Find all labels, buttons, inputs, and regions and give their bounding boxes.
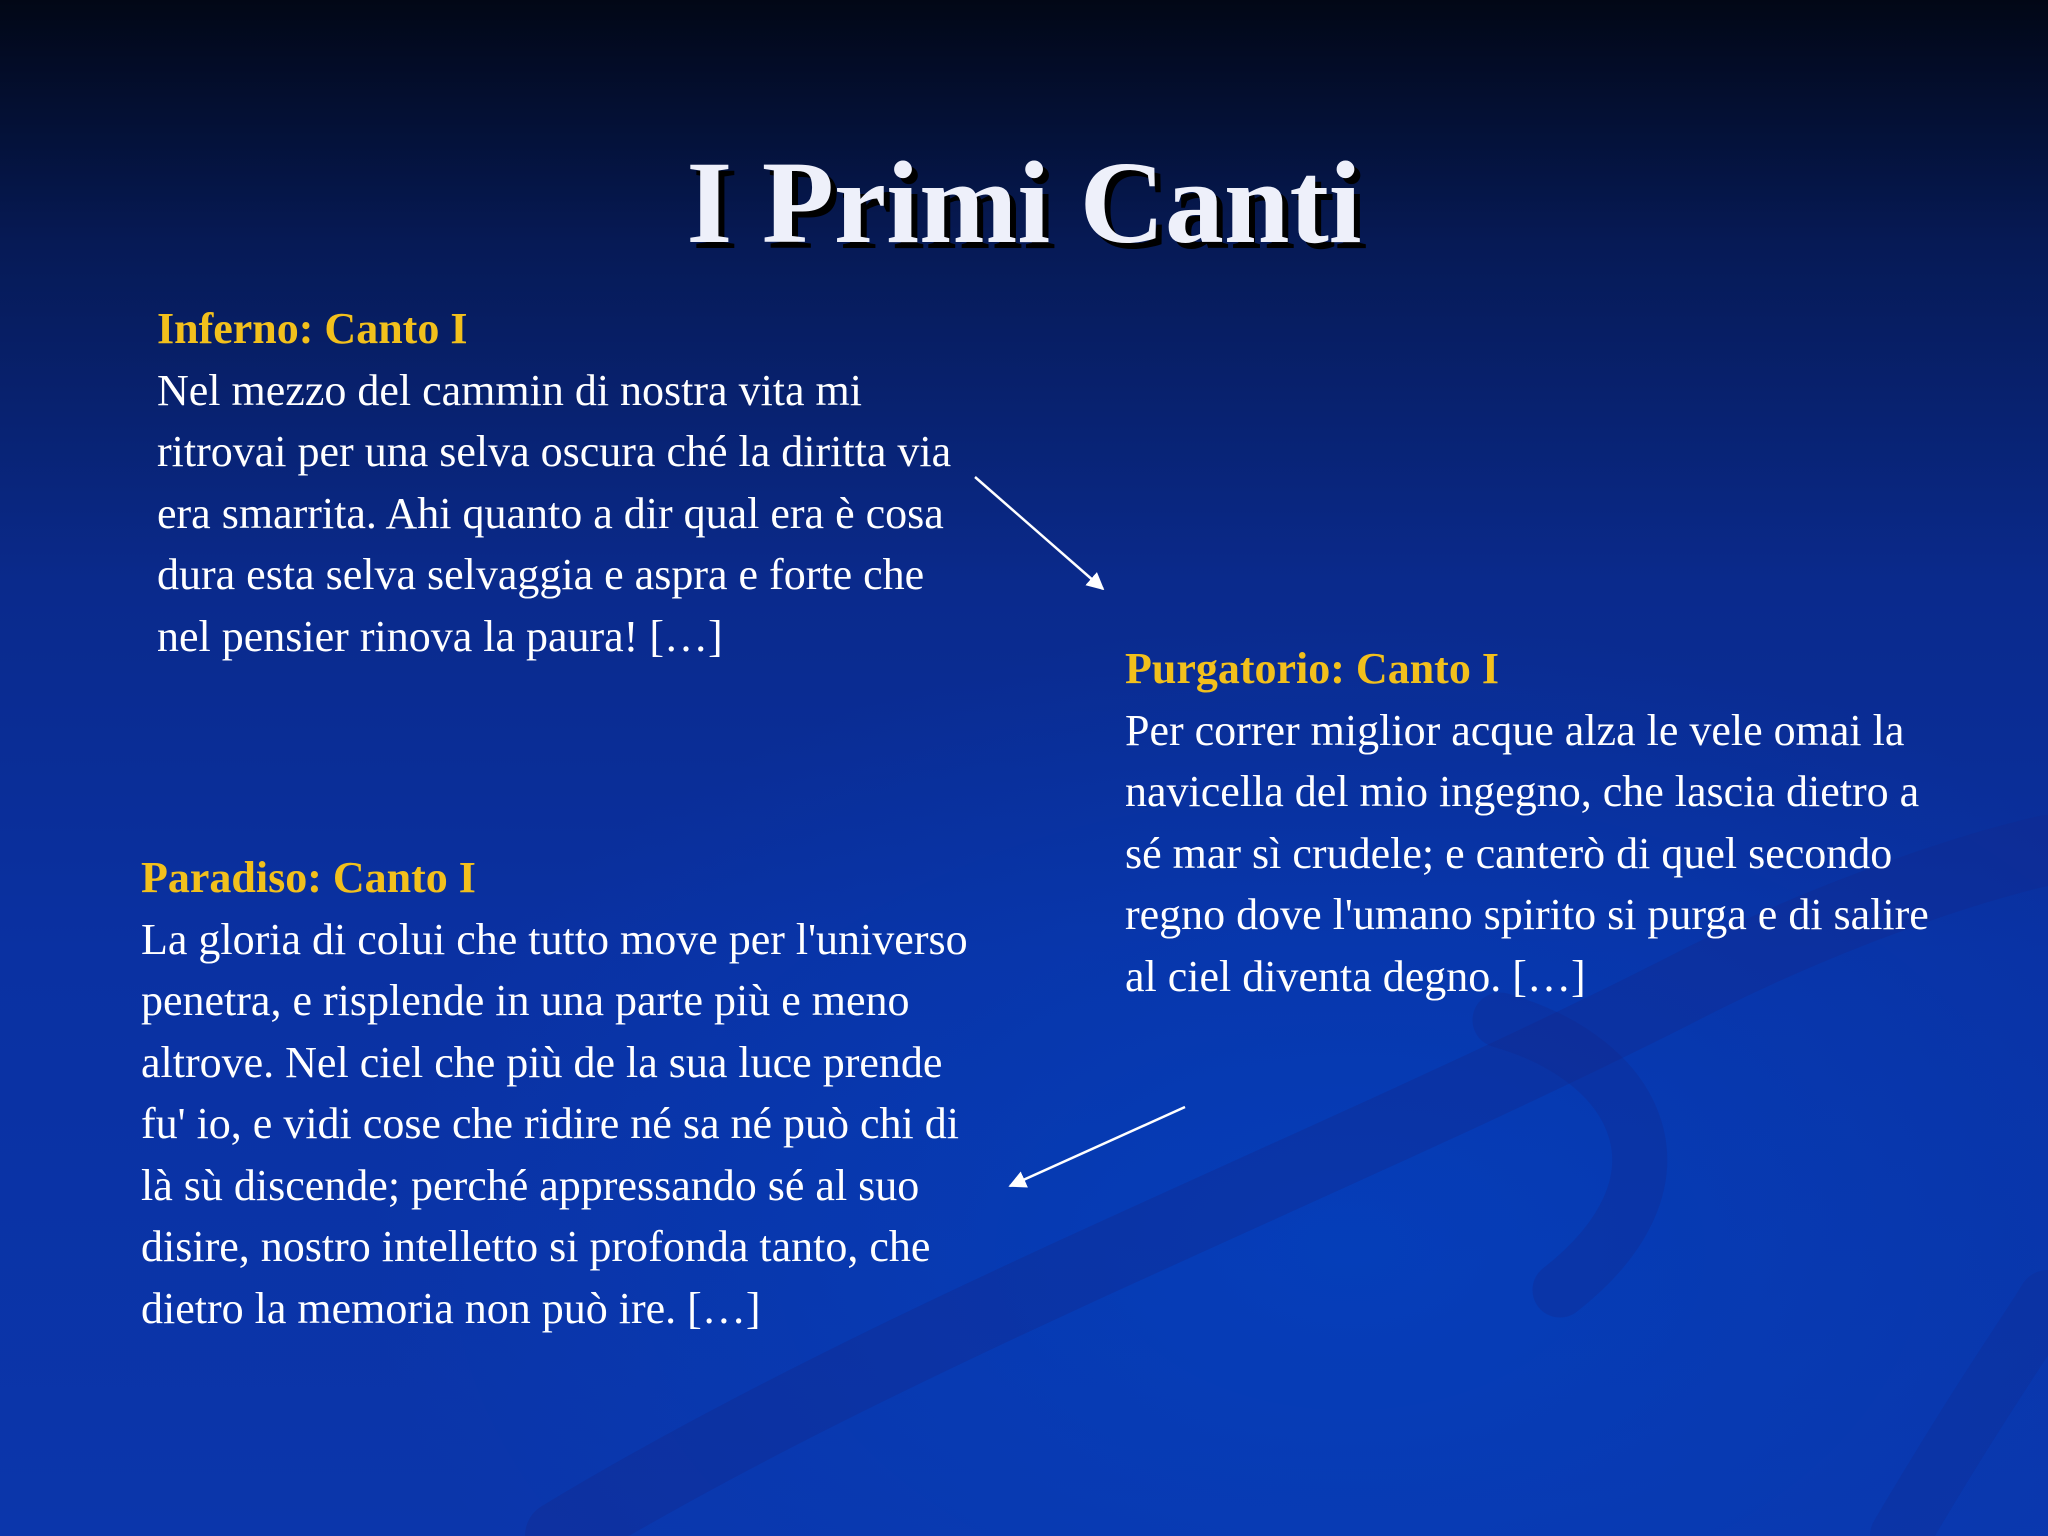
paradiso-verse: La gloria di colui che tutto move per l'universo penetra, e risplende in una parte più e meno altrove. Nel ciel che più de la sua luce prende fu' io, e vidi cose che ridire né sa né può chi di là sù discende; perché appressando sé al suo disire, nostro intelletto si profonda tanto, che dietro la memoria non può ire. […] <box>141 914 968 1333</box>
purgatorio-heading: Purgatorio: Canto I <box>1125 644 1499 693</box>
arrow-purgatorio-to-paradiso <box>1010 1107 1185 1186</box>
purgatorio-verse: Per correr miglior acque alza le vele omai la navicella del mio ingegno, che lascia dietro a sé mar sì crudele; e canterò di quel secondo regno dove l'umano spirito si purga e di salire al ciel diventa degno. […] <box>1125 705 1929 1001</box>
inferno-heading: Inferno: Canto I <box>157 304 468 353</box>
arrow-inferno-to-purgatorio <box>975 477 1103 589</box>
paradiso-heading: Paradiso: Canto I <box>141 853 476 902</box>
inferno-verse: Nel mezzo del cammin di nostra vita mi ritrovai per una selva oscura ché la diritta via era smarrita. Ahi quanto a dir qual era è cosa dura esta selva selvaggia e aspra e forte che nel pensier rinova la paura! […] <box>157 365 952 661</box>
slide-title: I Primi Canti <box>686 137 1362 268</box>
